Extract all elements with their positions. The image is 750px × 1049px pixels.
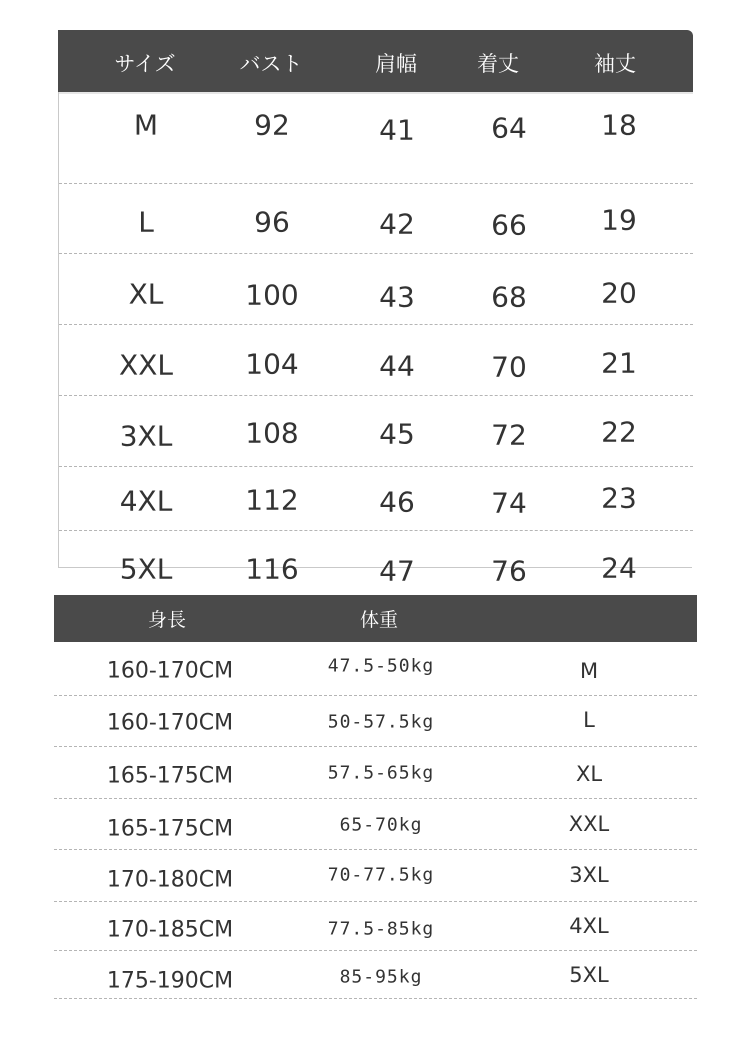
table-row <box>59 94 693 184</box>
cell-shoulder: 47 <box>379 554 415 588</box>
cell-shoulder: 42 <box>379 207 415 241</box>
cell-size: XXL <box>568 812 610 836</box>
cell-size: 3XL <box>569 863 609 887</box>
cell-weight: 47.5-50kg <box>327 655 435 677</box>
cell-height: 160-170CM <box>106 710 234 736</box>
cell-size: M <box>133 108 159 142</box>
cell-length: 64 <box>491 111 527 145</box>
cell-height: 160-170CM <box>106 658 234 684</box>
table-row <box>59 254 693 325</box>
cell-sleeve: 21 <box>601 346 637 380</box>
cell-weight: 65-70kg <box>339 814 423 836</box>
cell-bust: 100 <box>245 278 299 312</box>
cell-bust: 96 <box>254 205 290 239</box>
cell-bust: 92 <box>254 108 290 142</box>
cell-size: 5XL <box>119 552 173 586</box>
cell-size: XXL <box>119 348 173 382</box>
header-height: 身長 <box>147 609 187 631</box>
cell-shoulder: 44 <box>379 349 415 383</box>
cell-sleeve: 23 <box>601 481 637 515</box>
cell-shoulder: 41 <box>379 113 415 147</box>
cell-size: XL <box>128 277 164 311</box>
header-shoulder: 肩幅 <box>375 52 417 76</box>
header-length: 着丈 <box>477 52 519 76</box>
cell-bust: 104 <box>245 347 299 381</box>
table-row <box>54 642 697 696</box>
cell-length: 66 <box>491 208 527 242</box>
cell-size: XL <box>575 762 603 786</box>
cell-size: 4XL <box>119 484 173 518</box>
measurement-table-header <box>58 30 693 92</box>
cell-size: 4XL <box>569 914 609 938</box>
recommend-table-header <box>54 595 697 642</box>
cell-weight: 77.5-85kg <box>327 918 435 940</box>
table-row <box>59 396 693 467</box>
cell-shoulder: 45 <box>379 417 415 451</box>
header-bust: バスト <box>239 52 303 76</box>
cell-sleeve: 19 <box>601 203 637 237</box>
table-row <box>54 902 697 951</box>
cell-length: 74 <box>491 486 527 520</box>
cell-weight: 57.5-65kg <box>327 762 435 784</box>
table-row <box>59 325 693 396</box>
cell-shoulder: 43 <box>379 280 415 314</box>
cell-height: 175-190CM <box>106 968 234 994</box>
cell-size: L <box>583 708 595 732</box>
cell-bust: 112 <box>245 483 299 517</box>
table-row <box>54 799 697 850</box>
size-measurement-table <box>58 30 692 588</box>
size-recommendation-table <box>54 595 697 1005</box>
cell-bust: 108 <box>245 416 299 450</box>
cell-size: 3XL <box>119 419 173 453</box>
cell-height: 165-175CM <box>106 816 234 842</box>
cell-sleeve: 24 <box>601 551 637 585</box>
cell-length: 76 <box>491 554 527 588</box>
cell-length: 72 <box>491 418 527 452</box>
cell-shoulder: 46 <box>379 485 415 519</box>
header-size: サイズ <box>114 52 176 76</box>
cell-weight: 70-77.5kg <box>327 864 435 886</box>
cell-length: 68 <box>491 280 527 314</box>
header-sleeve: 袖丈 <box>594 52 636 76</box>
table-row <box>59 184 693 254</box>
table-row <box>54 850 697 902</box>
cell-size: L <box>138 205 154 239</box>
cell-length: 70 <box>491 350 527 384</box>
table-row <box>54 696 697 747</box>
table-row <box>59 531 693 588</box>
cell-sleeve: 20 <box>601 276 637 310</box>
cell-sleeve: 22 <box>601 415 637 449</box>
cell-height: 170-185CM <box>106 917 234 943</box>
cell-sleeve: 18 <box>601 108 637 142</box>
cell-size: 5XL <box>569 963 609 987</box>
cell-height: 165-175CM <box>106 763 234 789</box>
cell-bust: 116 <box>245 552 299 586</box>
table-row <box>54 951 697 999</box>
table-row <box>54 747 697 799</box>
table-row <box>59 467 693 531</box>
header-weight: 体重 <box>359 609 399 631</box>
cell-height: 170-180CM <box>106 867 234 893</box>
cell-weight: 50-57.5kg <box>327 711 435 733</box>
cell-size: M <box>579 659 599 683</box>
cell-weight: 85-95kg <box>339 966 423 988</box>
